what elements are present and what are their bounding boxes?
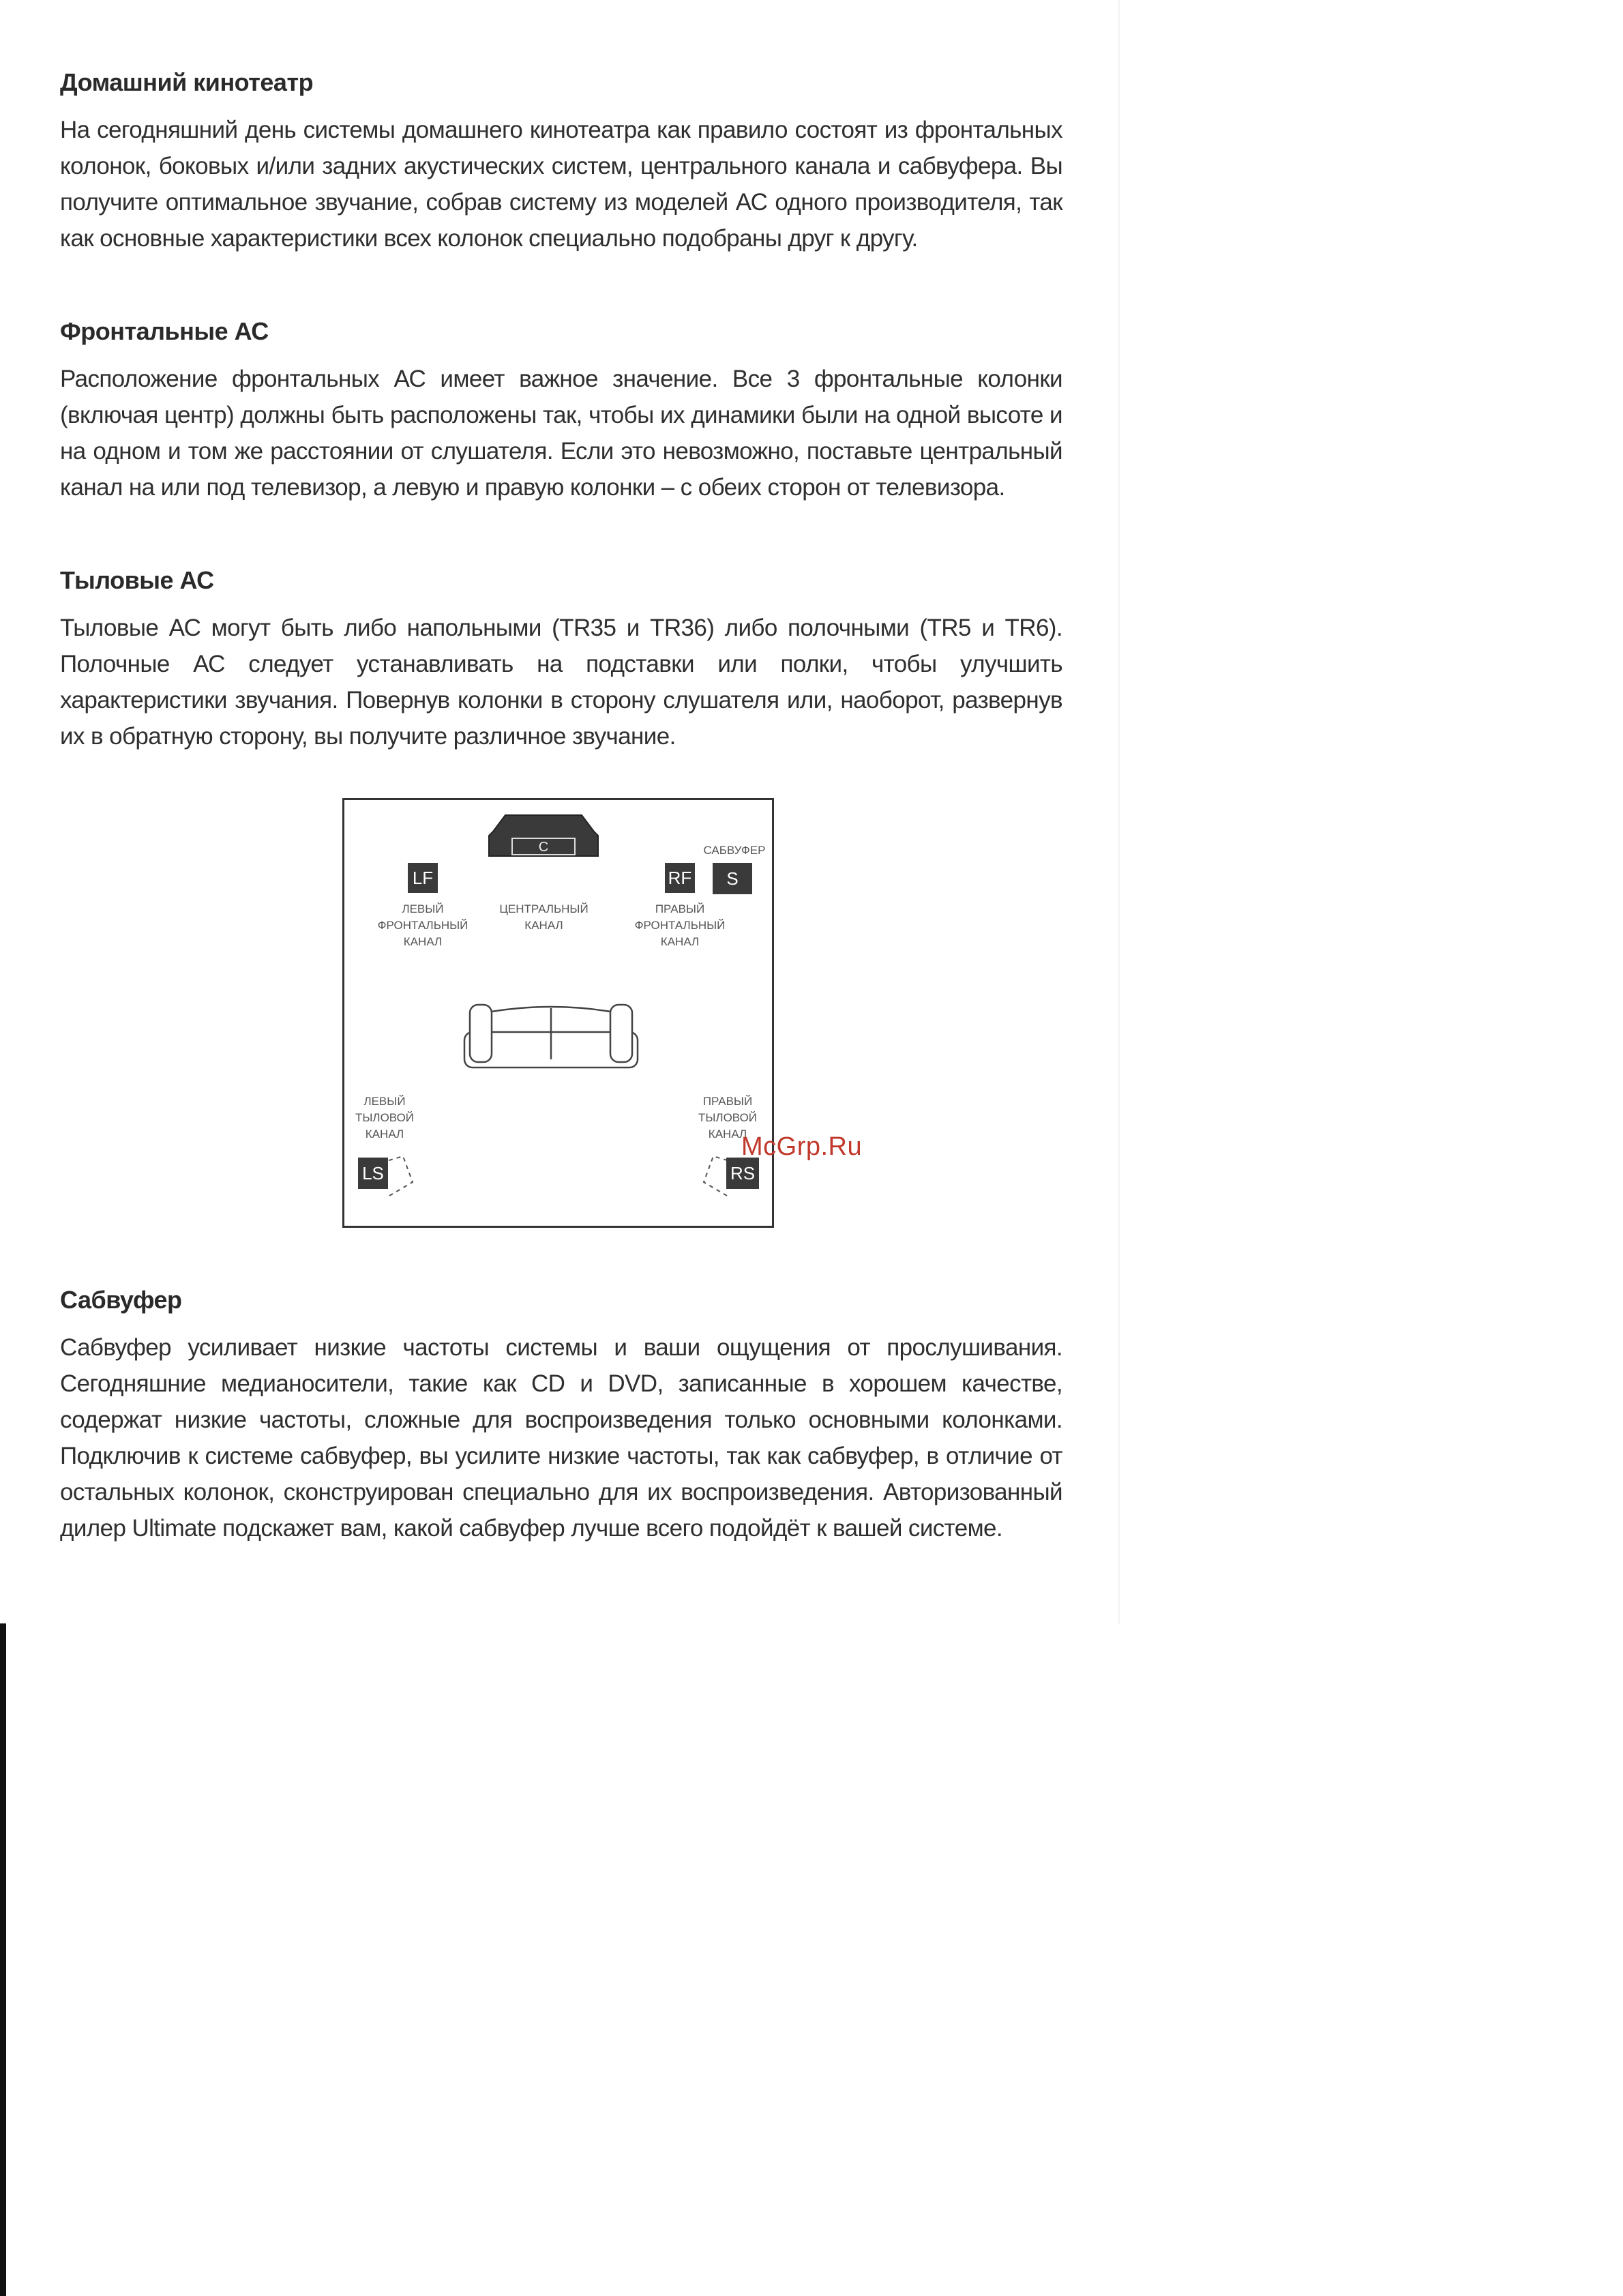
label-lf: ЛЕВЫЙ ФРОНТАЛЬНЫЙ КАНАЛ [377, 902, 468, 948]
section-title: Сабвуфер [60, 1286, 182, 1314]
scan-edge-shade [1118, 0, 1120, 1623]
section-title: Фронтальные АС [60, 317, 269, 345]
section-text: Тыловые АС могут быть либо напольными (TR35 и TR36) либо полочными (TR5 и TR6). Полочные АС следует устанавливать на подставки или полки, чтобы улучшить характеристики звучания. Повернув колонки в сторону слушателя или, наоборот, развернув их в обратную сторону, вы получите различное звучание. [60, 615, 1062, 750]
speaker-subwoofer: S [713, 863, 752, 894]
label-rf: ПРАВЫЙ ФРОНТАЛЬНЫЙ КАНАЛ [634, 902, 726, 948]
sofa-icon [464, 1005, 638, 1068]
label-rs: ПРАВЫЙ ТЫЛОВОЙ КАНАЛ [698, 1095, 758, 1140]
section-title: Домашний кинотеатр [60, 68, 314, 96]
speaker-rs: RS [726, 1158, 759, 1189]
label-ls: ЛЕВЫЙ ТЫЛОВОЙ КАНАЛ [355, 1095, 415, 1140]
speaker-placement-diagram [342, 798, 774, 1228]
section-text: На сегодняшний день системы домашнего кинотеатра как правило состоят из фронтальных колонок, боковых и/или задних акустических систем, центрального канала и сабвуфера. Вы получите оптимальное звучание, собрав систему из моделей АС одного производителя, так как основные характеристики всех колонок специально подобраны друг к другу. [60, 117, 1062, 252]
section-home-theater [60, 68, 1062, 256]
section-title: Тыловые АС [60, 566, 214, 594]
speaker-center: C [538, 839, 549, 855]
section-subwoofer [60, 1286, 1062, 1546]
section-text: Расположение фронтальных АС имеет важное значение. Все 3 фронтальные колонки (включая центр) должны быть расположены так, чтобы их динамики были на одной высоте и на одном и том же расстоянии от слушателя. Если это невозможно, поставьте центральный канал на или под телевизор, а левую и правую колонки – с обеих сторон от телевизора. [60, 366, 1062, 501]
label-center: ЦЕНТРАЛЬНЫЙ КАНАЛ [499, 902, 589, 932]
section-text: Сабвуфер усиливает низкие частоты системы и ваши ощущения от прослушивания. Сегодняшние медианосители, такие как CD и DVD, записанные в хорошем качестве, содержат низкие частоты, сложные для воспроизведения только основными колонками. Подключив к системе сабвуфер, вы усилите низкие частоты, так как сабвуфер, в отличие от остальных колонок, сконструирован специально для их воспроизведения. Авторизованный дилер Ultimate подскажет вам, какой сабвуфер лучше всего подойдёт к вашей системе. [60, 1334, 1062, 1542]
section-front-speakers [60, 317, 1062, 505]
speaker-ls: LS [358, 1158, 388, 1189]
label-subwoofer: САБВУФЕР [703, 844, 766, 857]
watermark: McGrp.Ru [741, 1132, 863, 1161]
section-rear-speakers [60, 566, 1062, 754]
scan-edge [0, 1623, 6, 2296]
speaker-rf: RF [665, 863, 695, 893]
speaker-lf: LF [408, 863, 438, 893]
